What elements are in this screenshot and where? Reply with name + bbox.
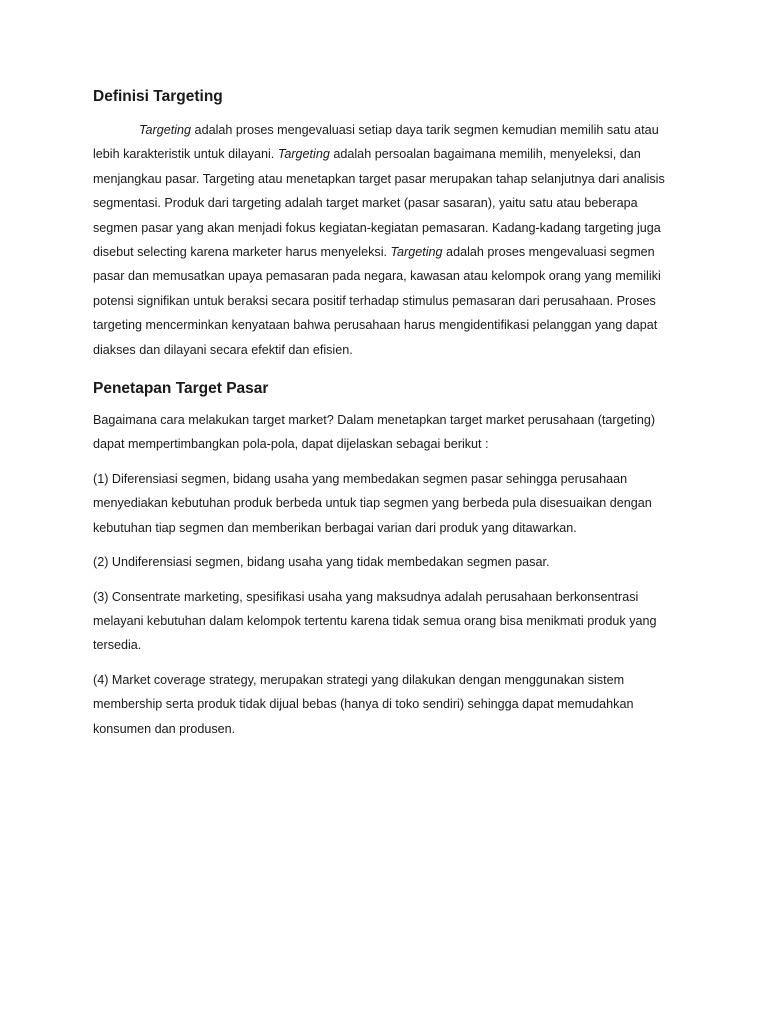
italic-term: Targeting <box>139 123 192 137</box>
section-heading-penetapan: Penetapan Target Pasar <box>93 380 269 398</box>
italic-term: Targeting <box>277 147 330 162</box>
list-item-4: (4) Market coverage strategy, merupakan strategi yang dilakukan dengan menggunakan sistem membership serta produk tidak dijual bebas (hanya di toko sendiri) sehingga dapat memudahkan konsumen dan produsen. <box>93 672 634 736</box>
list-item-2: (2) Undiferensiasi segmen, bidang usaha yang tidak membedakan segmen pasar. <box>93 555 550 570</box>
list-item-1: (1) Diferensiasi segmen, bidang usaha yang membedakan segmen pasar sehingga perusahaan menyediakan kebutuhan produk berbeda untuk tiap segmen yang berbeda pula disesuaikan dengan kebutuhan tiap segmen dan memberikan berbagai varian dari produk yang ditawarkan. <box>93 471 652 535</box>
intro-paragraph: Bagaimana cara melakukan target market? Dalam menetapkan target market perusahaan (targeting) dapat mempertimbangkan pola-pola, dapat dijelaskan sebagai berikut : <box>93 413 656 452</box>
italic-term: Targeting <box>390 245 443 260</box>
list-item-3: (3) Consentrate marketing, spesifikasi usaha yang maksudnya adalah perusahaan berkonsentrasi melayani kebutuhan dalam kelompok tertentu karena tidak semua orang bisa menikmati produk yang tersedia. <box>93 589 657 653</box>
paragraph-text: adalah proses mengevaluasi segmen pasar dan memusatkan upaya pemasaran pada negara, kawasan atau kelompok orang yang memiliki potensi signifikan untuk beraksi secara positif terhadap stimulus pemasaran dari perusahaan. Proses targeting mencerminkan kenyataan bahwa perusahaan harus mengidentifikasi pelanggan yang dapat diakses dan dilayani secara efektif dan efisien. <box>93 245 661 357</box>
section-heading-definisi: Definisi Targeting <box>93 88 223 105</box>
paragraph-text: adalah persoalan bagaimana memilih, menyeleksi, dan menjangkau pasar. Targeting atau menetapkan target pasar merupakan tahap selanjutnya dari analisis segmentasi. Produk dari targeting adalah target market (pasar sasaran), yaitu satu atau beberapa segmen pasar yang akan menjadi fokus kegiatan-kegiatan pemasaran. Kadang-kadang targeting juga disebut selecting karena marketer harus menyeleksi. <box>93 147 665 260</box>
definition-paragraph <box>93 118 682 362</box>
paragraph-text: adalah proses mengevaluasi setiap daya tarik segmen kemudian memilih satu atau lebih karakteristik untuk dilayani. <box>93 123 659 162</box>
